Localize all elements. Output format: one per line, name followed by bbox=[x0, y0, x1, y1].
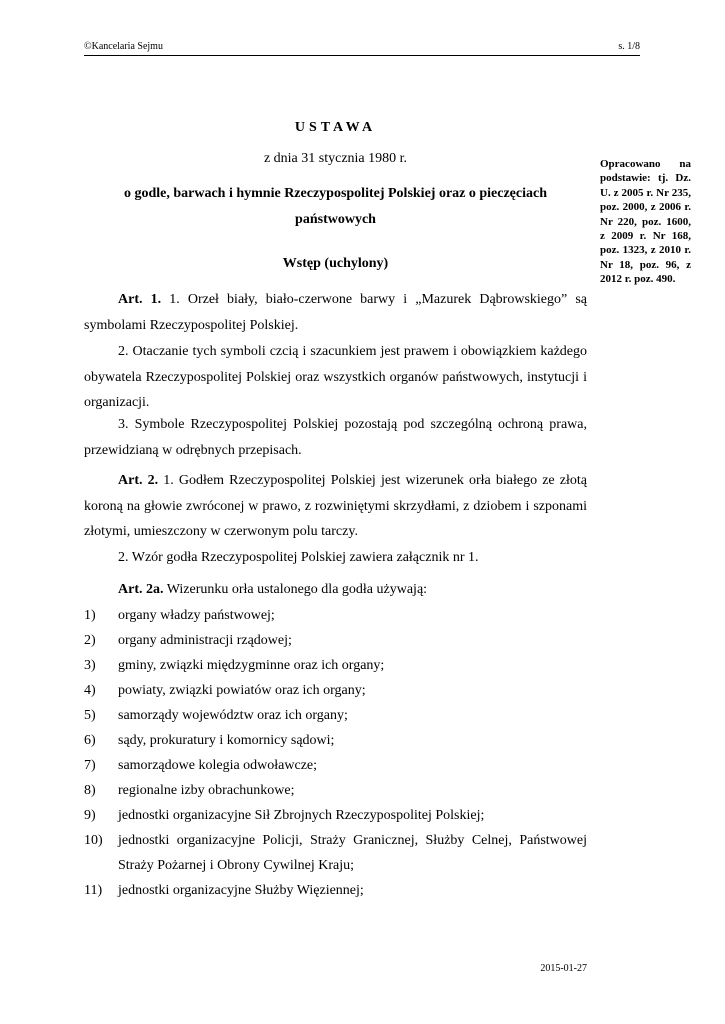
list-item bbox=[84, 603, 587, 628]
art1-paragraph-3 bbox=[84, 412, 587, 463]
art1-text-3: 3. Symbole Rzeczypospolitej Polskiej pozostają pod szczególną ochroną prawa, przewidzianą w odrębnych przepisach. bbox=[84, 417, 587, 458]
list-item bbox=[84, 703, 587, 728]
list-item-number: 7) bbox=[84, 758, 96, 773]
list-item-number: 6) bbox=[84, 733, 96, 748]
list-item-number: 2) bbox=[84, 633, 96, 648]
list-item-number: 10) bbox=[84, 833, 103, 848]
list-item-text: samorządowe kolegia odwoławcze; bbox=[118, 758, 318, 773]
list-item-number: 5) bbox=[84, 708, 96, 723]
act-subject: o godle, barwach i hymnie Rzeczypospolitej Polskiej oraz o pieczęciach państwowych bbox=[123, 186, 548, 227]
art1-label: Art. 1. bbox=[118, 292, 162, 307]
list-item-text: regionalne izby obrachunkowe; bbox=[118, 783, 295, 798]
art1-text-1: 1. Orzeł biały, biało-czerwone barwy i „Mazurek Dąbrowskiego” są symbolami Rzeczypospolitej Polskiej. bbox=[84, 292, 587, 333]
art1-paragraph-2 bbox=[84, 339, 587, 416]
list-item-number: 8) bbox=[84, 783, 96, 798]
list-item-text: organy administracji rządowej; bbox=[118, 633, 292, 648]
list-item bbox=[84, 728, 587, 753]
art2a-intro bbox=[84, 577, 587, 603]
list-item-text: jednostki organizacyjne Policji, Straży Granicznej, Służby Celnej, Państwowej Straży Pożarnej i Obrony Cywilnej Kraju; bbox=[118, 833, 587, 873]
art1-paragraph-1 bbox=[84, 287, 587, 338]
art2-text-1: 1. Godłem Rzeczypospolitej Polskiej jest wizerunek orła białego ze złotą koroną na głowie zwróconej w prawo, z rozwiniętymi skrzydłami, z dziobem i szponami złotymi, umieszczony w czerwonym polu tarczy. bbox=[84, 473, 587, 540]
list-item-text: gminy, związki międzygminne oraz ich organy; bbox=[118, 658, 385, 673]
art2-paragraph-2 bbox=[84, 545, 587, 571]
source-note: Opracowano na podstawie: tj. Dz. U. z 2005 r. Nr 235, poz. 2000, z 2006 r. Nr 220, poz. 1600, z 2009 r. Nr 168, poz. 1323, z 2010 r. Nr 18, poz. 96, z 2012 r. poz. 490. bbox=[600, 158, 691, 286]
list-item-text: powiaty, związki powiatów oraz ich organy; bbox=[118, 683, 366, 698]
authority-list bbox=[84, 603, 587, 903]
list-item-number: 9) bbox=[84, 808, 96, 823]
list-item-text: jednostki organizacyjne Sił Zbrojnych Rzeczypospolitej Polskiej; bbox=[118, 808, 485, 823]
art2-text-2: 2. Wzór godła Rzeczypospolitej Polskiej zawiera załącznik nr 1. bbox=[118, 550, 479, 565]
list-item-text: jednostki organizacyjne Służby Więziennej; bbox=[118, 883, 364, 898]
page-number: s. 1/8 bbox=[618, 41, 640, 52]
art2-paragraph-1 bbox=[84, 468, 587, 545]
list-item-number: 1) bbox=[84, 608, 96, 623]
publisher-label: ©Kancelaria Sejmu bbox=[84, 41, 163, 52]
act-title: USTAWA bbox=[294, 120, 377, 135]
list-item-text: organy władzy państwowej; bbox=[118, 608, 275, 623]
art2a-intro-text: Wizerunku orła ustalonego dla godła używają: bbox=[166, 582, 428, 597]
art1-text-2: 2. Otaczanie tych symboli czcią i szacunkiem jest prawem i obowiązkiem każdego obywatela Rzeczypospolitej Polskiej oraz wszystkich organów państwowych, instytucji i organizacji. bbox=[84, 344, 587, 411]
list-item bbox=[84, 828, 587, 878]
list-item bbox=[84, 753, 587, 778]
list-item bbox=[84, 628, 587, 653]
list-item bbox=[84, 653, 587, 678]
publication-date: 2015-01-27 bbox=[540, 963, 587, 974]
section-heading: Wstęp (uchylony) bbox=[282, 256, 389, 271]
list-item-number: 3) bbox=[84, 658, 96, 673]
list-item bbox=[84, 778, 587, 803]
art2-label: Art. 2. bbox=[118, 473, 159, 488]
list-item bbox=[84, 678, 587, 703]
page-header bbox=[84, 41, 640, 56]
list-item-text: sądy, prokuratury i komornicy sądowi; bbox=[118, 733, 335, 748]
act-date: z dnia 31 stycznia 1980 r. bbox=[263, 151, 408, 166]
list-item bbox=[84, 803, 587, 828]
list-item-number: 11) bbox=[84, 883, 103, 898]
list-item-text: samorządy województw oraz ich organy; bbox=[118, 708, 348, 723]
list-item bbox=[84, 878, 587, 903]
art2a-label: Art. 2a. bbox=[118, 582, 164, 597]
list-item-number: 4) bbox=[84, 683, 96, 698]
